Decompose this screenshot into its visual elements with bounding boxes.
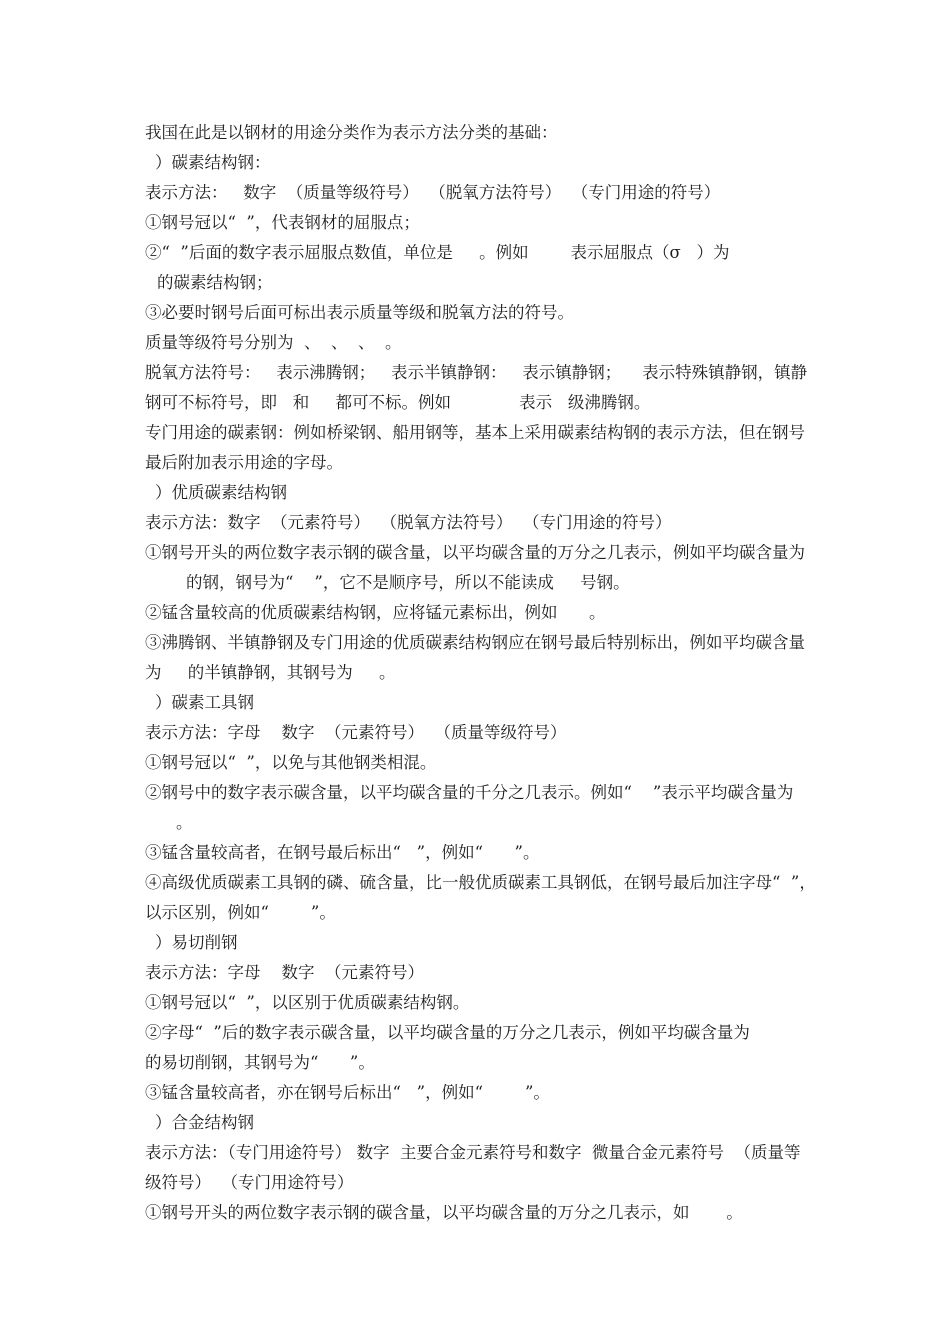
text-line: ③必要时钢号后面可标出表示质量等级和脱氧方法的符号。 bbox=[145, 303, 574, 322]
text-line: ④高级优质碳素工具钢的磷、硫含量，比一般优质碳素工具钢低，在钢号最后加注字母“ ”， bbox=[145, 873, 816, 892]
text-line: 质量等级符号分别为 、 、 、 。 bbox=[145, 333, 402, 352]
text-line: 的碳素结构钢； bbox=[157, 273, 273, 292]
text-line: ③锰含量较高者，亦在钢号后标出“ ”，例如“ ”。 bbox=[145, 1083, 550, 1102]
heading-alloy-structural-steel: ）合金结构钢 bbox=[155, 1113, 254, 1132]
text-line: 表示方法：字母 数字 （元素符号） （质量等级符号） bbox=[145, 723, 567, 742]
heading-free-cutting-steel: ）易切削钢 bbox=[155, 933, 238, 952]
text-line: 专门用途的碳素钢：例如桥梁钢、船用钢等，基本上采用碳素结构钢的表示方法，但在钢号 bbox=[145, 423, 805, 442]
text-line: 的易切削钢，其钢号为“ ”。 bbox=[145, 1053, 375, 1072]
text-line: ①钢号冠以“ ”，以区别于优质碳素结构钢。 bbox=[145, 993, 470, 1012]
text-line: ③锰含量较高者，在钢号最后标出“ ”，例如“ ”。 bbox=[145, 843, 540, 862]
text-line: 脱氧方法符号： 表示沸腾钢； 表示半镇静钢： 表示镇静钢； 表示特殊镇静钢，镇静 bbox=[145, 363, 808, 382]
text-line: 表示方法： 数字 （质量等级符号） （脱氧方法符号） （专门用途的符号） bbox=[145, 183, 721, 202]
text-line: ①钢号冠以“ ”，以免与其他钢类相混。 bbox=[145, 753, 437, 772]
text-line: ②“ ”后面的数字表示屈服点数值，单位是 。例如 表示屈服点（σ ）为 bbox=[145, 243, 730, 262]
text-line: ①钢号冠以“ ”，代表钢材的屈服点； bbox=[145, 213, 420, 232]
text-line: 表示方法：字母 数字 （元素符号） bbox=[145, 963, 424, 982]
text-line: ②字母“ ”后的数字表示碳含量，以平均碳含量的万分之几表示，例如平均碳含量为 bbox=[145, 1023, 750, 1042]
heading-carbon-tool-steel: ）碳素工具钢 bbox=[155, 693, 254, 712]
document-page bbox=[145, 118, 845, 1228]
text-line: ③沸腾钢、半镇静钢及专门用途的优质碳素结构钢应在钢号最后特别标出，例如平均碳含量 bbox=[145, 633, 805, 652]
text-line: 表示方法：数字 （元素符号） （脱氧方法符号） （专门用途的符号） bbox=[145, 513, 672, 532]
heading-carbon-structural-steel: ）碳素结构钢： bbox=[155, 153, 271, 172]
intro-line: 我国在此是以钢材的用途分类作为表示方法分类的基础： bbox=[145, 123, 558, 142]
text-line: 为 的半镇静钢，其钢号为 。 bbox=[145, 663, 396, 682]
text-line: ②锰含量较高的优质碳素结构钢，应将锰元素标出，例如 。 bbox=[145, 603, 606, 622]
text-line: 表示方法：（专门用途符号） 数字 主要合金元素符号和数字 微量合金元素符号 （质量等 bbox=[145, 1143, 801, 1162]
text-line: ①钢号开头的两位数字表示钢的碳含量，以平均碳含量的万分之几表示，例如平均碳含量为 bbox=[145, 543, 805, 562]
text-line: 以示区别，例如“ ”。 bbox=[145, 903, 336, 922]
text-line: ①钢号开头的两位数字表示钢的碳含量，以平均碳含量的万分之几表示，如 。 bbox=[145, 1203, 743, 1222]
text-line: 钢可不标符号，即 和 都可不标。例如 表示 级沸腾钢。 bbox=[145, 393, 651, 412]
heading-quality-carbon-structural-steel: ）优质碳素结构钢 bbox=[155, 483, 287, 502]
text-line: 最后附加表示用途的字母。 bbox=[145, 453, 343, 472]
text-line: 级符号） （专门用途符号） bbox=[145, 1173, 354, 1192]
text-line: 的钢，钢号为“ ”，它不是顺序号，所以不能读成 号钢。 bbox=[186, 573, 630, 592]
text-line: ②钢号中的数字表示碳含量，以平均碳含量的千分之几表示。例如“ ”表示平均碳含量为 bbox=[145, 783, 794, 802]
text-line: 。 bbox=[176, 813, 193, 832]
